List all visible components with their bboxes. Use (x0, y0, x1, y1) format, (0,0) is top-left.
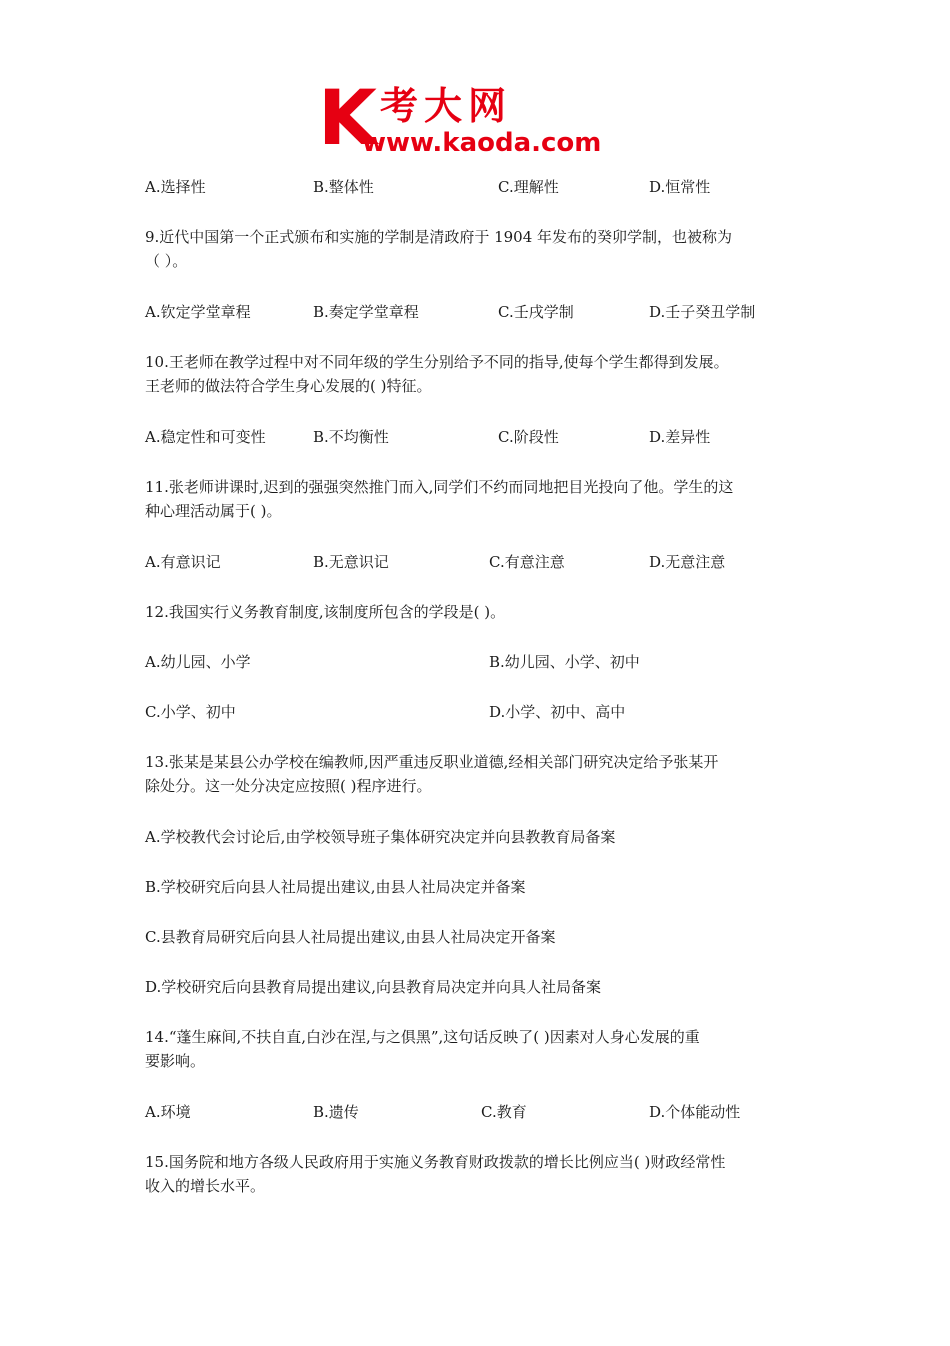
kaoda-logo (318, 73, 638, 162)
logo-k-mark: K (318, 73, 377, 162)
option-a: A.钦定学堂章程 (145, 303, 251, 321)
question-text: 王老师的做法符合学生身心发展的( )特征。 (145, 377, 432, 395)
option-a: A.有意识记 (145, 553, 221, 571)
option-a: A.选择性 (145, 178, 206, 196)
option-b: B.无意识记 (313, 553, 389, 571)
option-c: C.小学、初中 (145, 703, 236, 721)
option-d: D.个体能动性 (649, 1103, 741, 1121)
option-d: D.小学、初中、高中 (489, 703, 626, 721)
option-b: B.遗传 (313, 1103, 359, 1121)
option-c: C.壬戌学制 (498, 303, 574, 321)
option-c: C.县教育局研究后向县人社局提出建议,由县人社局决定开备案 (145, 928, 556, 946)
option-c: C.有意注意 (489, 553, 565, 571)
option-a: A.稳定性和可变性 (145, 428, 266, 446)
option-b: B.不均衡性 (313, 428, 389, 446)
question-text: 15.国务院和地方各级人民政府用于实施义务教育财政拨款的增长比例应当( )财政经常性 (145, 1153, 726, 1171)
question-text: 13.张某是某县公办学校在编教师,因严重违反职业道德,经相关部门研究决定给予张某开 (145, 753, 719, 771)
option-d: D.学校研究后向县教育局提出建议,向县教育局决定并向具人社局备案 (145, 978, 602, 996)
question-text: 10.王老师在教学过程中对不同年级的学生分别给予不同的指导,使每个学生都得到发展。 (145, 353, 729, 371)
option-b: B.学校研究后向县人社局提出建议,由县人社局决定并备案 (145, 878, 526, 896)
option-a: A.幼儿园、小学 (145, 653, 251, 671)
logo-url: www.kaoda.com (362, 128, 602, 158)
option-a: A.环境 (145, 1103, 191, 1121)
question-text: 11.张老师讲课时,迟到的强强突然推门而入,同学们不约而同地把目光投向了他。学生的这 (145, 478, 734, 496)
question-text: 要影响。 (145, 1052, 206, 1070)
question-text: （ ）。 (145, 252, 188, 270)
option-b: B.整体性 (313, 178, 374, 196)
option-d: D.壬子癸丑学制 (649, 303, 756, 321)
option-d: D.差异性 (649, 428, 711, 446)
option-c: C.阶段性 (498, 428, 559, 446)
option-b: B.幼儿园、小学、初中 (489, 653, 640, 671)
question-text: 种心理活动属于( )。 (145, 502, 282, 520)
option-c: C.理解性 (498, 178, 559, 196)
question-text: 收入的增长水平。 (145, 1177, 266, 1195)
logo-name: 考大网 (380, 84, 513, 128)
option-b: B.奏定学堂章程 (313, 303, 419, 321)
option-c: C.教育 (481, 1103, 527, 1121)
option-a: A.学校教代会讨论后,由学校领导班子集体研究决定并向县教教育局备案 (145, 828, 616, 846)
question-text: 除处分。这一处分决定应按照( )程序进行。 (145, 777, 432, 795)
option-d: D.无意注意 (649, 553, 726, 571)
question-text: 12.我国实行义务教育制度,该制度所包含的学段是( )。 (145, 603, 506, 621)
question-text: 9.近代中国第一个正式颁布和实施的学制是清政府于 1904 年发布的癸卯学制，也被称为 (145, 228, 733, 246)
question-text: 14.“蓬生麻间,不扶自直,白沙在涅,与之俱黑”,这句话反映了( )因素对人身心发展的重 (145, 1028, 700, 1046)
option-d: D.恒常性 (649, 178, 711, 196)
